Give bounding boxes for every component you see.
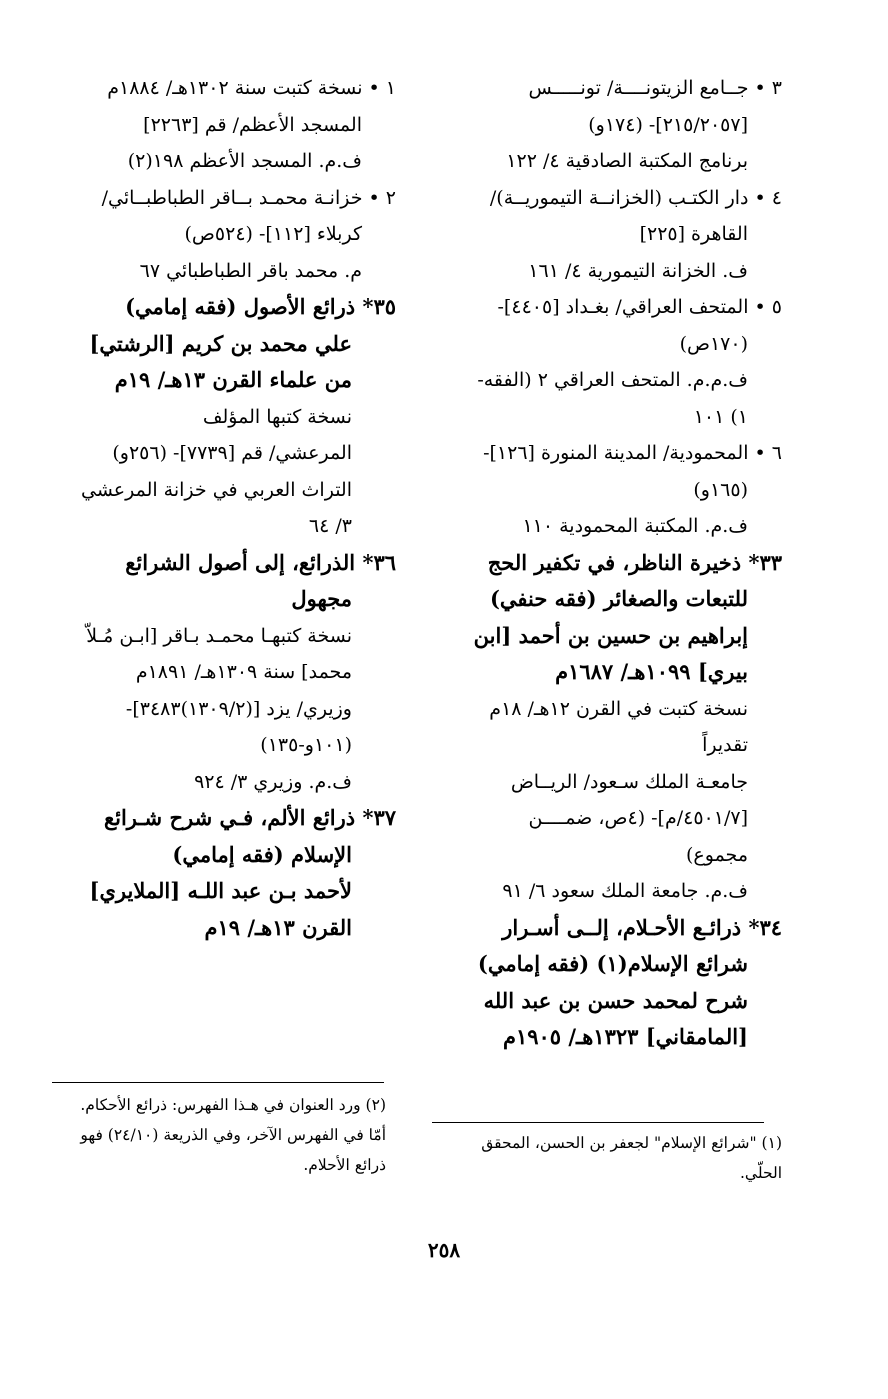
- entry-line: ف.م. المكتبة المحمودية ١١٠: [522, 515, 748, 537]
- footnote-line: أمّا في الفهرس الآخر، وفي الذريعة (٢٤/١٠) فهو: [80, 1126, 386, 1144]
- entry-line: (١٦٥و): [693, 478, 748, 501]
- footnote-left: [46, 1090, 386, 1180]
- footnote-right: [420, 1128, 782, 1188]
- entry-heading: الإسلام (فقه إمامي): [172, 841, 352, 867]
- entry-heading: للتبعات والصغائر (فقه حنفي): [489, 586, 748, 611]
- entry-line: نسخة كتبهـا محمـد بـاقر [ابـن مُـلاّ: [86, 624, 352, 647]
- entry-line: وزيري/ يزد [(١٣٠٩/٢)٣٤٨٣]-: [125, 697, 352, 720]
- entry-line: [٢١٥/٢٠٥٧]- (١٧٤و): [588, 113, 748, 136]
- entry-line: (١٧٠ص): [679, 332, 748, 355]
- entry-line: القاهرة [٢٢٥]: [639, 223, 748, 245]
- entry-author: [المامقاني] ١٣٢٣هـ/ ١٩٠٥م: [502, 1024, 748, 1049]
- entry-line: نسخة كتبت في القرن ١٢هـ/ ١٨م: [489, 697, 748, 720]
- footnote-line: الحلّي.: [739, 1164, 782, 1182]
- entry-line: ١) ١٠١: [693, 405, 748, 428]
- entry-author: بيري] ١٠٩٩هـ/ ١٦٨٧م: [555, 659, 748, 684]
- footnote-line: ذرائع الأحلام.: [303, 1156, 386, 1174]
- footnote-divider-left: [52, 1082, 384, 1083]
- entry-line: ٦ • المحمودية/ المدينة المنورة [١٢٦]-: [483, 442, 782, 464]
- entry-author: القرن ١٣هـ/ ١٩م: [204, 914, 352, 940]
- entry-line: ٣/ ٦٤: [308, 515, 352, 537]
- entry-line: ف.م.م. المتحف العراقي ٢ (الفقه-: [477, 369, 748, 391]
- entry-line: م. محمد باقر الطباطبائي ٦٧: [139, 259, 362, 282]
- entry-line: نسخة كتبها المؤلف: [202, 405, 352, 428]
- entry-line: المرعشي/ قم [٧٧٣٩]- (٢٥٦و): [112, 442, 352, 464]
- entry-author: لأحمد بـن عبد اللـه [الملايري]: [89, 878, 352, 903]
- entry-line: ف.م. وزيري ٣/ ٩٢٤: [194, 770, 352, 793]
- entry-line: التراث العربي في خزانة المرعشي: [80, 478, 352, 501]
- entry-line: المسجد الأعظم/ قم [٢٢٦٣]: [143, 113, 362, 136]
- footnote-line: (٢) ورد العنوان في هـذا الفهرس: ذرائع الأحكام.: [80, 1096, 386, 1114]
- entry-line: ف.م. المسجد الأعظم ١٩٨(٢): [127, 150, 362, 172]
- right-column: [432, 70, 782, 1056]
- entry-line: [٤٥٠١/٧/م]- (٤ص، ضمــــن: [528, 807, 748, 829]
- entry-line: ٤ • دار الكتـب (الخزانــة التيموريــة)/: [489, 186, 782, 209]
- entry-line: ف. الخزانة التيمورية ٤/ ١٦١: [528, 259, 748, 282]
- entry-line: ١ • نسخة كتبت سنة ١٣٠٢هـ/ ١٨٨٤م: [107, 77, 396, 99]
- entry-line: تقديراً: [702, 734, 748, 756]
- entry-author: علي محمد بن كريم [الرشتي]: [89, 330, 352, 356]
- entry-line: ف.م. جامعة الملك سعود ٦/ ٩١: [502, 880, 748, 902]
- entry-heading: ٣٧* ذرائع الألم، فـي شرح شـرائع: [103, 805, 396, 830]
- footnote-divider-right: [432, 1122, 764, 1123]
- entry-heading: ٣٣* ذخيرة الناظر، في تكفير الحج: [487, 549, 782, 575]
- entry-heading: ٣٥* ذرائع الأصول (فقه إمامي): [125, 294, 396, 319]
- entry-heading: ٣٤* ذرائـع الأحـلام، إلــى أسـرار: [502, 914, 782, 940]
- entry-line: (١٠١و-١٣٥): [260, 734, 352, 756]
- entry-line: ٢ • خزانـة محمـد بــاقر الطباطبــائي/: [101, 186, 396, 209]
- entry-heading: ٣٦* الذرائع، إلى أصول الشرائع: [125, 549, 396, 575]
- footnote-line: (١) "شرائع الإسلام" لجعفر بن الحسن، المحقق: [481, 1134, 782, 1152]
- entry-author: شرح لمحمد حسن بن عبد الله: [483, 987, 748, 1013]
- entry-author: إبراهيم بن حسين بن أحمد [ابن: [473, 622, 748, 648]
- entry-line: ٥ • المتحف العراقي/ بغـداد [٤٤٠٥]-: [497, 296, 782, 318]
- entry-line: مجموع): [686, 843, 748, 866]
- entry-heading: شرائع الإسلام(١) (فقه إمامي): [477, 951, 748, 976]
- entry-author: مجهول: [291, 586, 352, 611]
- entry-line: جامعـة الملك سـعود/ الريــاض: [510, 770, 748, 793]
- entry-author: من علماء القرن ١٣هـ/ ١٩م: [114, 367, 352, 392]
- entry-line: برنامج المكتبة الصادقية ٤/ ١٢٢: [506, 150, 748, 172]
- entry-line: ٣ • جــامع الزيتونــــة/ تونـــــس: [528, 77, 782, 99]
- entry-line: كربلاء [١١٢]- (٥٢٤ص): [184, 223, 362, 245]
- page-number: ٢٥٨: [427, 1238, 461, 1262]
- left-column: [46, 70, 396, 946]
- entry-line: محمد] سنة ١٣٠٩هـ/ ١٨٩١م: [135, 661, 352, 683]
